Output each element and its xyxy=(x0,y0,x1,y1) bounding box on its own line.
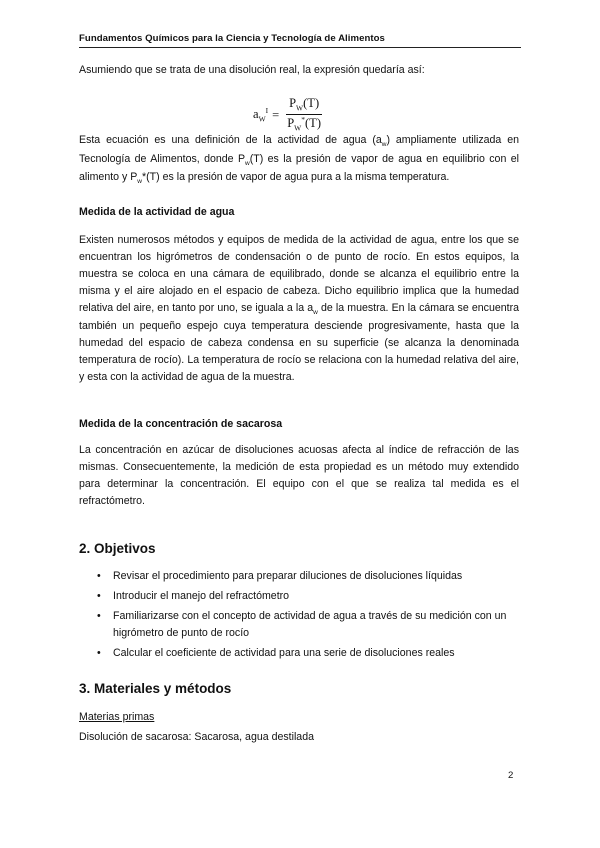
formula-den-sub: W xyxy=(294,123,302,133)
list-item xyxy=(79,588,519,605)
definition-sub-2: w xyxy=(245,159,250,167)
materias-primas-text: Disolución de sacarosa: Sacarosa, agua destilada xyxy=(79,731,314,743)
list-item-text: Revisar el procedimiento para preparar diluciones de disoluciones líquidas xyxy=(113,570,463,582)
formula-lhs-symbol: a xyxy=(253,107,259,122)
page-number: 2 xyxy=(508,770,514,781)
bullet-icon: • xyxy=(97,589,101,602)
formula-lhs-sub: W xyxy=(258,114,266,124)
formula-fraction xyxy=(284,97,324,133)
intro-paragraph: Asumiendo que se trata de una disolución real, la expresión quedaría así: xyxy=(79,64,425,76)
list-item-text: Introducir el manejo del refractómetro xyxy=(113,589,290,602)
list-item xyxy=(79,568,519,585)
definition-paragraph xyxy=(79,132,519,188)
medida-sacarosa-paragraph: La concentración en azúcar de disoluciones acuosas afecta al índice de refracción de las mismas. Consecuentemente, la medición de esta propiedad es un método muy extendido para determinar la concentración. El equipo con el que se realiza tal medida es el refractómetro. xyxy=(79,444,519,507)
definition-sub-1: w xyxy=(381,141,387,149)
water-activity-formula xyxy=(253,98,324,132)
definition-text-2: ) ampliamente utilizada en Tecnología de Alimentos, donde P xyxy=(79,134,519,165)
formula-equals: = xyxy=(272,107,280,122)
formula-numerator xyxy=(286,97,322,115)
medida-aw-text-1: Existen numerosos métodos y equipos de medida de la actividad de agua, entre los que se encuentran los higrómetros de condensación o de punto de rocío. En estos equipos, la muestra se coloca en una cámara de equilibrado, donde se alcanza el equilibrio entre la misma y el aire alojado en el espacio de cabeza. Dicho equilibrio implica que la humedad relativa del aire, en tanto por uno, se iguala a la a xyxy=(79,234,519,314)
list-item-text: Calcular el coeficiente de actividad para una serie de disoluciones reales xyxy=(113,646,455,659)
definition-text-4: *(T) es la presión de vapor de agua pura a la misma temperatura. xyxy=(142,171,450,183)
medida-aw-sub: w xyxy=(313,308,318,316)
medida-aw-paragraph xyxy=(79,232,519,386)
bullet-icon: • xyxy=(97,646,101,659)
objetivos-list xyxy=(79,568,519,665)
formula-den-symbol: P xyxy=(287,116,295,131)
heading-medida-actividad-agua: Medida de la actividad de agua xyxy=(79,206,235,218)
definition-text-1: Esta ecuación es una definición de la actividad de agua (a xyxy=(79,134,382,146)
section-heading-materiales: 3. Materiales y métodos xyxy=(79,681,232,696)
bullet-icon: • xyxy=(97,609,101,622)
formula-den-sup: * xyxy=(301,114,306,124)
list-item xyxy=(79,608,519,642)
running-header: Fundamentos Químicos para la Ciencia y Tecnología de Alimentos xyxy=(79,33,521,48)
formula-denominator xyxy=(284,115,324,133)
bullet-icon: • xyxy=(97,570,101,582)
heading-medida-sacarosa: Medida de la concentración de sacarosa xyxy=(79,418,283,430)
medida-aw-text-2: de la muestra. En la cámara se encuentra también un pequeño espejo cuya temperatura desciende progresivamente, hasta que la humedad del espacio de cabeza condensa en su superficie (se alcanza la denominada temperatura de rocío). La temperatura de rocío se relaciona con la humedad relativa del aire, y esta con la actividad de agua de la muestra. xyxy=(79,301,519,384)
list-item-text: Familiarizarse con el concepto de actividad de agua a través de su medición con un higrómetro de punto de rocío xyxy=(113,609,507,639)
definition-sub-3: w xyxy=(137,178,142,186)
section-heading-objetivos: 2. Objetivos xyxy=(79,541,156,556)
list-item xyxy=(79,645,519,662)
formula-lhs-sup: I xyxy=(265,106,269,116)
subheading-materias-primas: Materias primas xyxy=(79,711,155,723)
formula-num-arg: (T) xyxy=(303,96,320,111)
formula-num-symbol: P xyxy=(289,96,297,111)
formula-num-sub: W xyxy=(296,103,304,113)
formula-lhs xyxy=(253,106,268,124)
definition-text-3: (T) es la presión de vapor de agua en equilibrio con el alimento y P xyxy=(79,152,519,183)
formula-den-arg: (T) xyxy=(305,116,321,131)
